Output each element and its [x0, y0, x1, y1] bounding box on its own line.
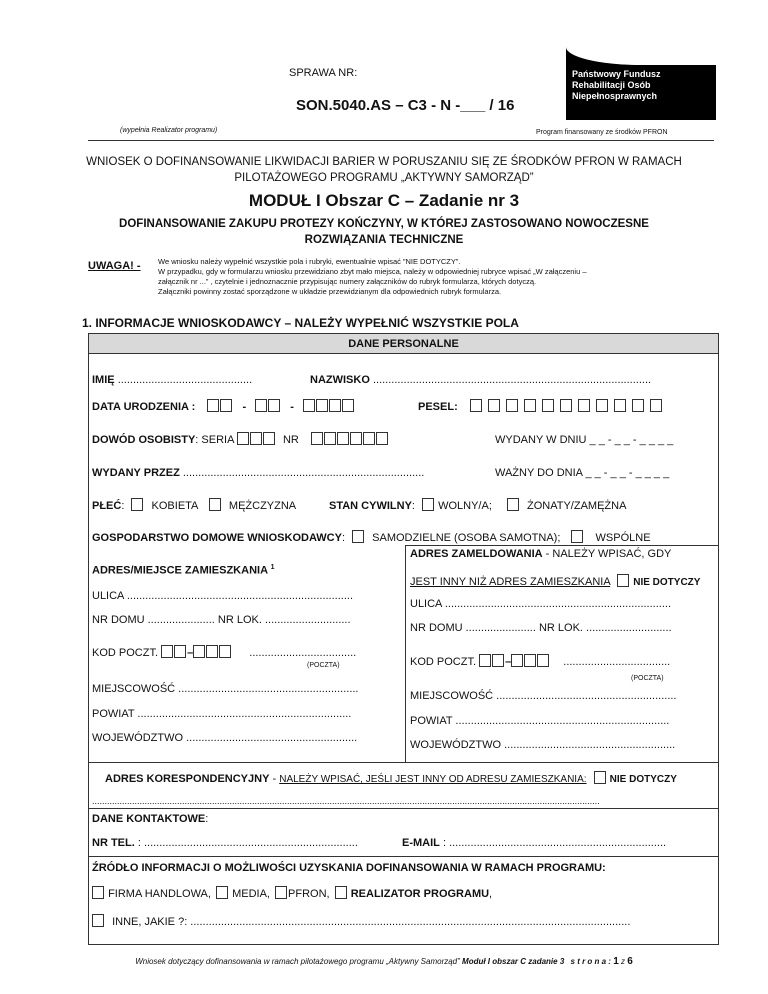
right-kod-label: KOD POCZT. [410, 656, 477, 668]
left-ulica-field[interactable]: ULICA .......................................................................... [92, 590, 354, 602]
id-number-box[interactable] [311, 432, 323, 445]
right-poczta-label: (POCZTA) [631, 675, 664, 682]
title-line2: PILOTAŻOWEGO PROGRAMU „AKTYWNY SAMORZĄD” [234, 172, 534, 184]
wydany-przez-field[interactable]: ............................................................................... [182, 467, 425, 479]
left-kod-box[interactable] [161, 645, 173, 658]
birth-row [92, 399, 355, 413]
right-kod-row: KOD POCZT. – ................................... [410, 656, 671, 668]
data-urodzenia-label: DATA URODZENIA : [92, 401, 196, 413]
right-powiat-field[interactable]: POWIAT ...................................................................... [410, 715, 670, 727]
right-kod-box[interactable] [537, 654, 549, 667]
address-bottom-line [88, 762, 719, 763]
left-miejscowosc-field[interactable]: MIEJSCOWOŚĆ ........................................................... [92, 683, 359, 695]
right-ulica-field[interactable]: ULICA .......................................................................... [410, 598, 672, 610]
nazwisko-label: NAZWISKO [310, 374, 370, 386]
right-miejscowosc-field[interactable]: MIEJSCOWOŚĆ ........................................................... [410, 690, 677, 702]
nazwisko-field[interactable]: ........................................................................................... [372, 374, 652, 386]
left-kod-box[interactable] [174, 645, 186, 658]
samodzielne-label: SAMODZIELNE (OSOBA SAMOTNA); [372, 532, 561, 544]
correspondence-note: NALEŻY WPISAĆ, JEŚLI JEST INNY OD ADRESU ZAMIESZKANIA: [279, 774, 587, 785]
birth-month-box[interactable] [255, 399, 267, 412]
right-poczta-field[interactable]: ................................... [563, 656, 671, 668]
wspolne-checkbox[interactable] [571, 530, 583, 543]
zameldowania-note: - NALEŻY WPISAĆ, GDY [545, 548, 672, 560]
imie-label: IMIĘ [92, 374, 115, 386]
correspondence-label: ADRES KORESPONDENCYJNY [105, 773, 270, 785]
pesel-digit-box[interactable] [542, 399, 554, 412]
page-total: 6 [627, 956, 633, 967]
zameldowania-note2: JEST INNY NIŻ ADRES ZAMIESZKANIA [410, 576, 611, 588]
plec-row: PŁEĆ: KOBIETA MĘŻCZYZNA [92, 500, 297, 512]
right-nie-dotyczy-checkbox[interactable] [617, 574, 629, 587]
warning-text [158, 257, 718, 297]
page-number: 1 [613, 956, 619, 967]
pesel-label: PESEL: [418, 401, 458, 413]
address-top-line [405, 545, 719, 546]
zonaty-label: ŻONATY/ZAMĘŻNA [527, 500, 627, 512]
funding-note: Program finansowany ze środków PFRON [536, 129, 668, 136]
zonaty-checkbox[interactable] [507, 498, 519, 511]
realizator-label: REALIZATOR PROGRAMU [350, 888, 490, 900]
id-series-box[interactable] [263, 432, 275, 445]
tel-field[interactable]: : ...................................................................... [137, 837, 358, 849]
pesel-digit-box[interactable] [488, 399, 500, 412]
samodzielne-checkbox[interactable] [352, 530, 364, 543]
birth-day-box[interactable] [207, 399, 219, 412]
pesel-digit-box[interactable] [614, 399, 626, 412]
dowod-label: DOWÓD OSOBISTY [92, 434, 196, 446]
address-divider [405, 545, 406, 762]
logo-curve [566, 47, 716, 65]
gospodarstwo-row: GOSPODARSTWO DOMOWE WNIOSKODAWCY: SAMODZIELNE (OSOBA SAMOTNA); WSPÓLNE [92, 532, 651, 544]
id-series-box[interactable] [250, 432, 262, 445]
correspondence-nie-dotyczy-checkbox[interactable] [594, 771, 606, 784]
gospodarstwo-label: GOSPODARSTWO DOMOWE WNIOSKODAWCY [92, 532, 342, 544]
id-number-box[interactable] [337, 432, 349, 445]
wydany-przez-label: WYDANY PRZEZ [92, 467, 180, 479]
source-title: ŹRÓDŁO INFORMACJI O MOŻLIWOŚCI UZYSKANIA DOFINANSOWANIA W RAMACH PROGRAMU: [92, 862, 606, 874]
case-number: SON.5040.AS – C3 - N -___ / 16 [296, 97, 515, 114]
email-field[interactable]: : ....................................................................... [442, 837, 667, 849]
pesel-digit-box[interactable] [524, 399, 536, 412]
contact-title: DANE KONTAKTOWE [92, 813, 206, 825]
logo-line2: Rehabilitacji Osób [572, 80, 651, 90]
right-nie-dotyczy-label: NIE DOTYCZY [633, 577, 701, 588]
id-series-box[interactable] [237, 432, 249, 445]
warning-line2: W przypadku, gdy w formularzu wniosku przewidziano zbyt mało miejsca, należy w odpowiedniej rubryce wpisać „W załączeniu – [158, 267, 587, 276]
birth-year-box[interactable] [316, 399, 328, 412]
warning-line1: We wniosku należy wypełnić wszystkie pola i rubryki, ewentualnie wpisać ”NIE DOTYCZY”. [158, 257, 461, 266]
pesel-digit-box[interactable] [506, 399, 518, 412]
mezczyzna-label: MĘŻCZYZNA [228, 500, 297, 512]
dane-personalne-label: DANE PERSONALNE [348, 338, 459, 350]
subtitle [0, 216, 768, 248]
imie-field[interactable]: ............................................ [117, 374, 253, 386]
wazny-do-dnia[interactable]: WAŻNY DO DNIA _ _ - _ _ - _ _ _ _ [495, 467, 670, 479]
pfron-label: PFRON, [288, 888, 330, 900]
footer-strona: s t r o n a : [570, 957, 611, 966]
pfron-checkbox[interactable] [275, 886, 287, 899]
title-line1: WNIOSEK O DOFINANSOWANIE LIKWIDACJI BARIER W PORUSZANIU SIĘ ZE ŚRODKÓW PFRON W RAMACH [86, 156, 682, 168]
pesel-digit-box[interactable] [596, 399, 608, 412]
pesel-digit-box[interactable] [578, 399, 590, 412]
warning-line3: załącznik nr ...” , czytelnie i jednoznacznie przypisując numery załączników do rubryk formularza, których dotyczą. [158, 277, 537, 286]
birth-year-box[interactable] [342, 399, 354, 412]
seria-label: : SERIA [195, 434, 234, 446]
form-frame [88, 333, 719, 945]
pfron-logo [566, 47, 716, 120]
left-kod-box[interactable] [206, 645, 218, 658]
mezczyzna-checkbox[interactable] [209, 498, 221, 511]
logo-line3: Niepełnosprawnych [572, 91, 658, 101]
inne-field[interactable]: INNE, JAKIE ?: ................................................................................................................................................ [112, 916, 631, 928]
section1-title: 1. INFORMACJE WNIOSKODAWCY – NALEŻY WYPEŁNIĆ WSZYSTKIE POLA [82, 316, 519, 330]
wolny-label: WOLNY/A; [438, 500, 492, 512]
subtitle-line1: DOFINANSOWANIE ZAKUPU PROTEZY KOŃCZYNY, W KTÓREJ ZASTOSOWANO NOWOCZESNE [119, 218, 649, 230]
pesel-row [418, 399, 663, 413]
footer [0, 956, 768, 967]
right-kod-box[interactable] [492, 654, 504, 667]
left-powiat-field[interactable]: POWIAT ...................................................................... [92, 708, 352, 720]
left-kod-row: KOD POCZT. – ................................... [92, 647, 357, 659]
warning-line4: Załączniki powinny zostać sporządzone w układzie przewidzianym dla odpowiednich rubryk formularza. [158, 287, 502, 296]
stan-cywilny-label: STAN CYWILNY [329, 500, 412, 512]
pesel-digit-box[interactable] [560, 399, 572, 412]
pesel-digit-box[interactable] [632, 399, 644, 412]
right-nr-domu-field[interactable]: NR DOMU ....................... NR LOK. ............................ [410, 622, 672, 634]
pesel-digit-box[interactable] [650, 399, 662, 412]
email-label: E-MAIL [402, 837, 440, 849]
right-kod-box[interactable] [479, 654, 491, 667]
correspondence-row: ADRES KORESPONDENCYJNY - NALEŻY WPISAĆ, JEŚLI JEST INNY OD ADRESU ZAMIESZKANIA: NIE DOTYCZY [105, 773, 677, 785]
pesel-digit-box[interactable] [470, 399, 482, 412]
footer-module: Moduł I obszar C zadanie 3 [462, 957, 565, 966]
name-row [92, 374, 252, 386]
source-options: FIRMA HANDLOWA, MEDIA, PFRON, REALIZATOR PROGRAMU, [92, 886, 492, 900]
warning-label: UWAGA! - [88, 260, 141, 272]
adres-zameldowania-title: ADRES ZAMELDOWANIA [410, 548, 543, 560]
wspolne-label: WSPÓLNE [595, 532, 651, 544]
module-title: MODUŁ I Obszar C – Zadanie nr 3 [248, 191, 520, 210]
id-number-box[interactable] [324, 432, 336, 445]
footnote-marker: 1 [270, 564, 275, 571]
birth-month-box[interactable] [268, 399, 280, 412]
left-kod-box[interactable] [193, 645, 205, 658]
adres-zamieszkania-title: ADRES/MIEJSCE ZAMIESZKANIA [92, 564, 268, 577]
left-kod-label: KOD POCZT. [92, 647, 159, 659]
inne-checkbox[interactable] [92, 914, 104, 927]
nr-label: NR [282, 434, 299, 446]
firma-checkbox[interactable] [92, 886, 104, 899]
correspondence-field[interactable]: ........................................................................................................................................................................................................... [92, 796, 600, 806]
date-dash: - [242, 401, 247, 413]
footer-text: Wniosek dotyczący dofinansowania w ramach pilotażowego programu „Aktywny Samorząd” [135, 957, 460, 966]
kobieta-checkbox[interactable] [131, 498, 143, 511]
left-wojewodztwo-field[interactable]: WOJEWÓDZTWO ........................................................ [92, 732, 358, 744]
fill-note: (wypełnia Realizator programu) [120, 127, 218, 134]
id-number-box[interactable] [376, 432, 388, 445]
correspondence-line [88, 808, 719, 809]
plec-label: PŁEĆ [92, 500, 122, 512]
wolny-checkbox[interactable] [422, 498, 434, 511]
right-kod-box[interactable] [524, 654, 536, 667]
birth-year-box[interactable] [303, 399, 315, 412]
id-row [92, 432, 389, 446]
media-checkbox[interactable] [216, 886, 228, 899]
left-poczta-label: (POCZTA) [307, 662, 340, 669]
realizator-checkbox[interactable] [335, 886, 347, 899]
contact-line [88, 856, 719, 857]
left-poczta-field[interactable]: ................................... [249, 647, 357, 659]
date-dash: - [290, 401, 294, 413]
right-kod-box[interactable] [511, 654, 523, 667]
dane-personalne-header [89, 334, 718, 354]
media-label: MEDIA, [232, 888, 270, 900]
id-number-box[interactable] [363, 432, 375, 445]
subtitle-line2: ROZWIĄZANIA TECHNICZNE [304, 234, 464, 246]
tel-label: NR TEL. [92, 837, 135, 849]
left-kod-box[interactable] [219, 645, 231, 658]
right-wojewodztwo-field[interactable]: WOJEWÓDZTWO ........................................................ [410, 739, 676, 751]
firma-label: FIRMA HANDLOWA, [108, 888, 211, 900]
title-block [0, 154, 768, 186]
logo-line1: Państwowy Fundusz [572, 69, 661, 79]
correspondence-nie-dotyczy-label: NIE DOTYCZY [609, 774, 677, 785]
id-number-box[interactable] [350, 432, 362, 445]
header-divider [88, 140, 714, 141]
stan-row: STAN CYWILNY: WOLNY/A; ŻONATY/ZAMĘŻNA [329, 500, 627, 512]
wydany-w-dniu[interactable]: WYDANY W DNIU _ _ - _ _ - _ _ _ _ [495, 434, 674, 446]
sprawa-label: SPRAWA NR: [289, 67, 358, 79]
page-of: z [621, 957, 625, 966]
left-nr-domu-field[interactable]: NR DOMU ...................... NR LOK. ............................ [92, 614, 351, 626]
kobieta-label: KOBIETA [151, 500, 198, 512]
birth-year-box[interactable] [329, 399, 341, 412]
birth-day-box[interactable] [220, 399, 232, 412]
